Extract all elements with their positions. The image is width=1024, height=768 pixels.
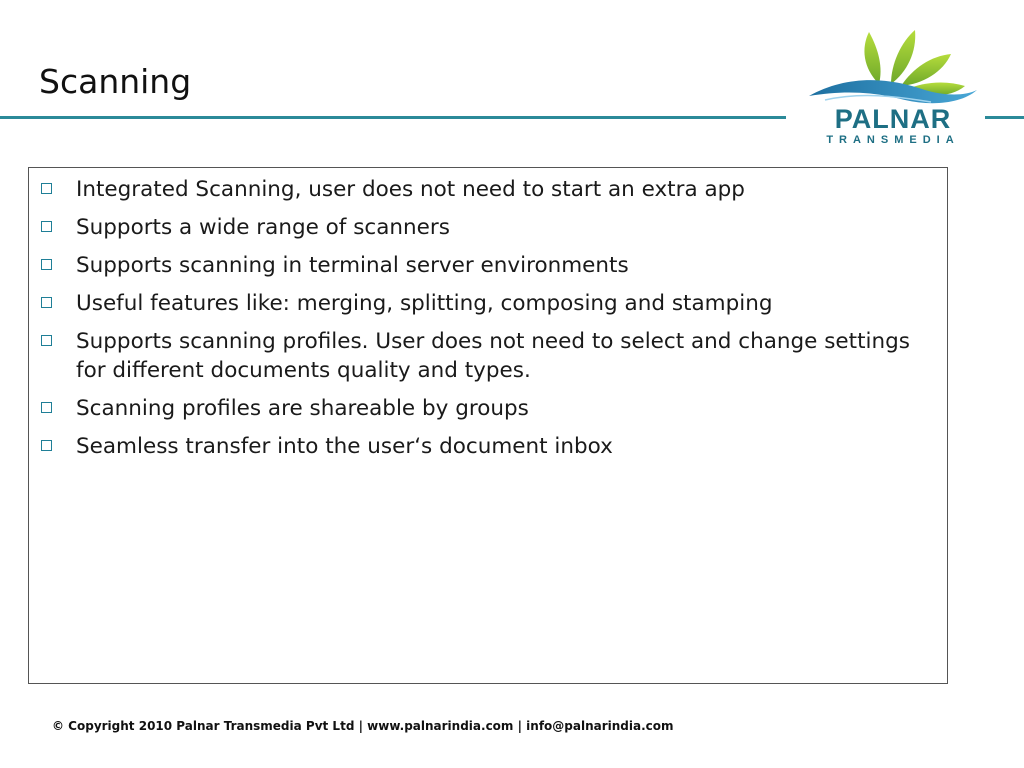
slide-title: Scanning <box>39 62 192 101</box>
square-bullet-icon <box>41 221 52 232</box>
square-bullet-icon <box>41 297 52 308</box>
bullet-text: Supports scanning profiles. User does not need to select and change settings for different documents quality and types. <box>76 329 910 383</box>
square-bullet-icon <box>41 183 52 194</box>
square-bullet-icon <box>41 335 52 346</box>
bullet-text: Seamless transfer into the user‘s document inbox <box>76 434 613 459</box>
bullet-text: Integrated Scanning, user does not need to start an extra app <box>76 177 745 202</box>
leaves-wave-logo-icon <box>805 24 981 106</box>
title-underline <box>0 116 786 119</box>
list-item <box>41 394 947 423</box>
title-underline-right <box>985 116 1024 119</box>
bullet-list <box>29 168 947 461</box>
square-bullet-icon <box>41 402 52 413</box>
footer-copyright: © Copyright 2010 Palnar Transmedia Pvt Ltd | www.palnarindia.com | info@palnarindia.com <box>52 719 674 733</box>
bullet-text: Useful features like: merging, splitting, composing and stamping <box>76 291 773 316</box>
list-item <box>41 213 947 242</box>
logo-name: PALNAR <box>834 104 952 134</box>
square-bullet-icon <box>41 440 52 451</box>
bullet-text: Supports scanning in terminal server environments <box>76 253 629 278</box>
bullet-text: Scanning profiles are shareable by groups <box>76 396 529 421</box>
list-item <box>41 432 947 461</box>
list-item <box>41 327 947 385</box>
logo-tagline: TRANSMEDIA <box>826 134 960 146</box>
square-bullet-icon <box>41 259 52 270</box>
palnar-logo <box>805 24 981 150</box>
content-box <box>28 167 948 684</box>
list-item <box>41 289 947 318</box>
bullet-text: Supports a wide range of scanners <box>76 215 450 240</box>
list-item <box>41 175 947 204</box>
list-item <box>41 251 947 280</box>
